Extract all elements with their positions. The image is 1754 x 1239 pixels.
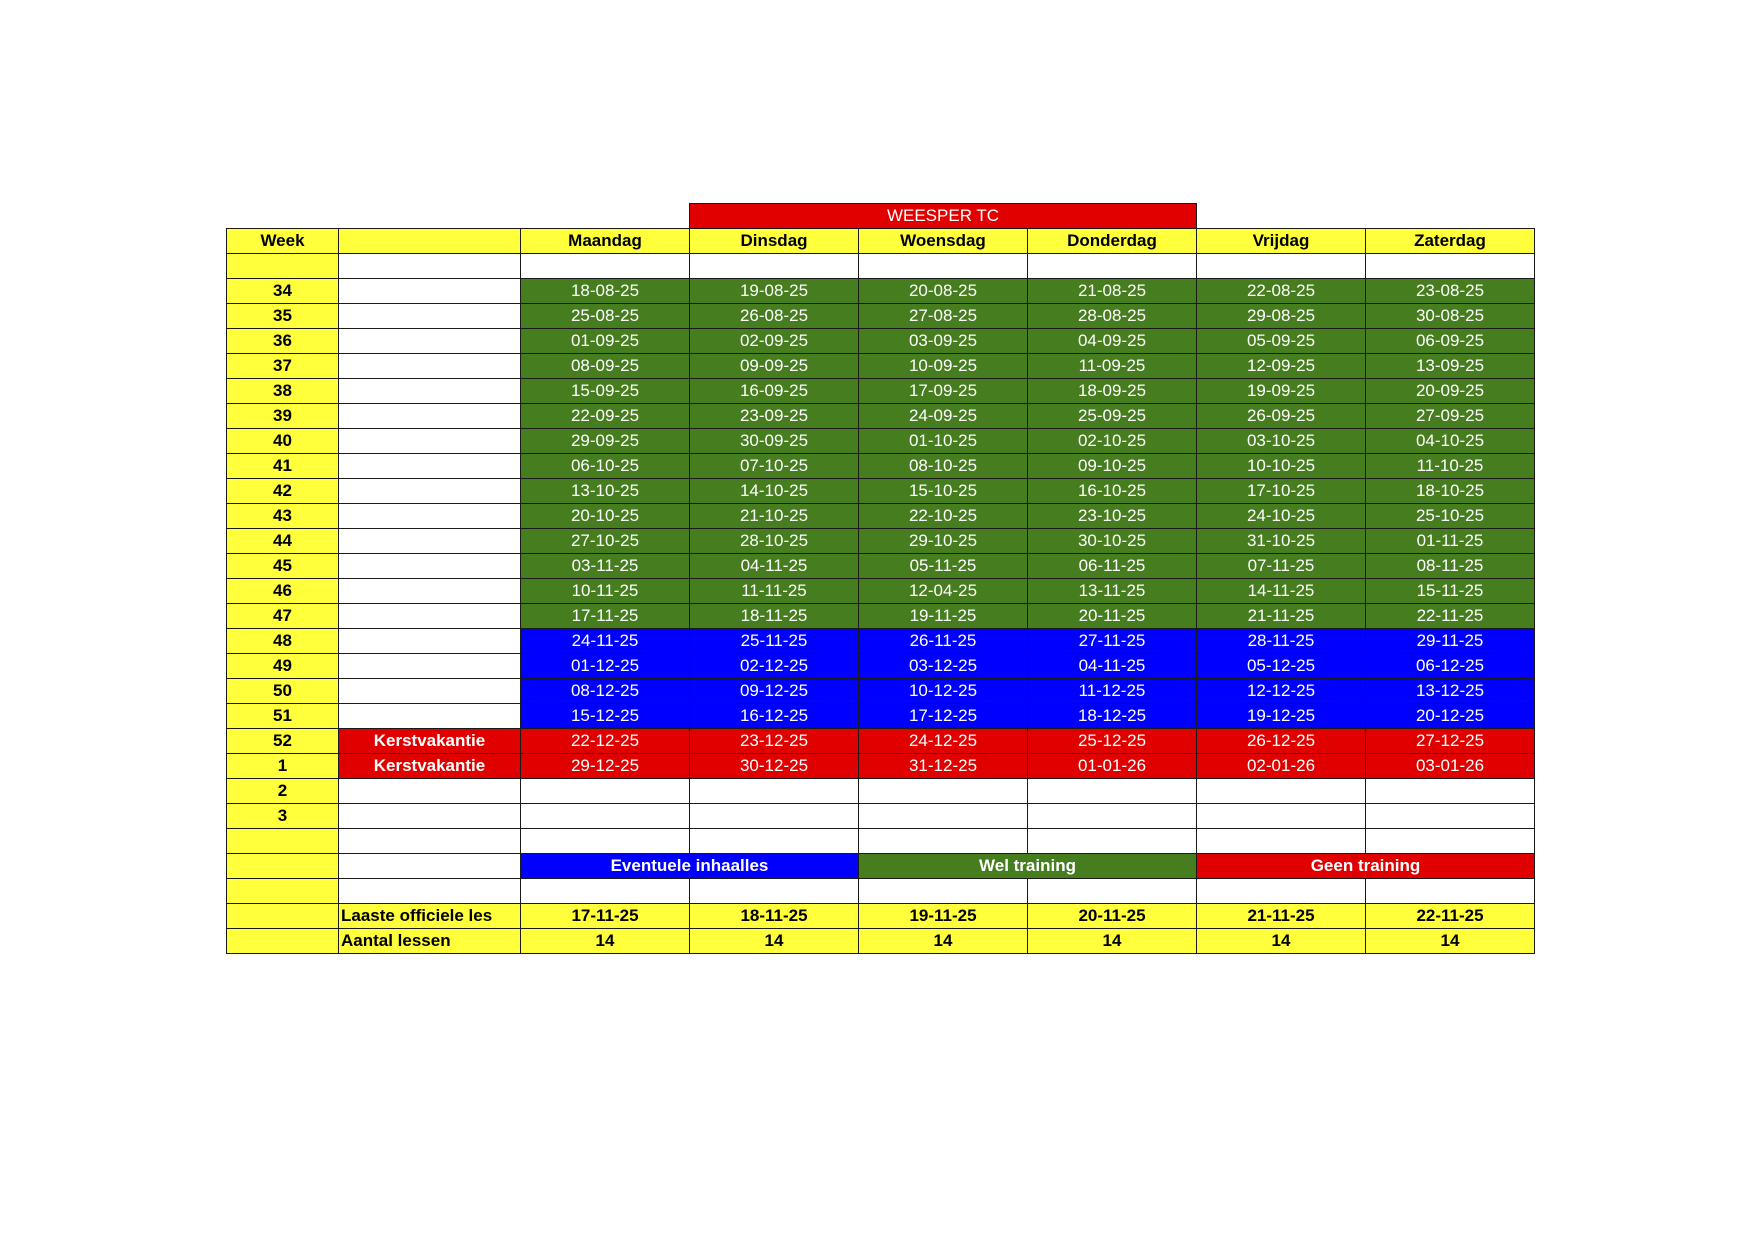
date-cell: 01-11-25 [1366,529,1535,554]
legend-makeup: Eventuele inhaalles [521,854,859,879]
week-note [339,454,521,479]
date-cell: 18-12-25 [1028,704,1197,729]
date-cell: 14-11-25 [1197,579,1366,604]
date-cell [690,254,859,279]
date-cell: 11-10-25 [1366,454,1535,479]
date-cell: 28-08-25 [1028,304,1197,329]
date-cell: 30-09-25 [690,429,859,454]
schedule-body [227,204,1535,954]
date-cell: 11-11-25 [690,579,859,604]
date-cell: 27-12-25 [1366,729,1535,754]
date-cell [1366,254,1535,279]
date-cell: 19-08-25 [690,279,859,304]
week-note [339,279,521,304]
label-cell [339,879,521,904]
date-cell [1028,779,1197,804]
week-note [339,504,521,529]
label-cell [339,829,521,854]
week-number: 45 [227,554,339,579]
date-cell: 15-09-25 [521,379,690,404]
date-cell [521,779,690,804]
date-cell [1028,254,1197,279]
week-note [339,779,521,804]
day-header-maandag: Maandag [521,229,690,254]
date-cell [521,254,690,279]
date-cell: 03-12-25 [859,654,1028,679]
date-cell [1197,779,1366,804]
date-cell: 29-10-25 [859,529,1028,554]
date-cell: 05-09-25 [1197,329,1366,354]
week-note [339,479,521,504]
week-row [227,379,1535,404]
week-number: 2 [227,779,339,804]
date-cell: 31-12-25 [859,754,1028,779]
week-row [227,604,1535,629]
date-cell: 12-04-25 [859,579,1028,604]
date-cell: 18-10-25 [1366,479,1535,504]
date-cell: 09-10-25 [1028,454,1197,479]
legend-row [227,854,1535,879]
week-row [227,679,1535,704]
spacer-row [227,254,1535,279]
last-lesson-date: 18-11-25 [690,904,859,929]
date-cell: 18-08-25 [521,279,690,304]
date-cell: 20-12-25 [1366,704,1535,729]
blank-cell [1366,204,1535,229]
date-cell: 09-09-25 [690,354,859,379]
date-cell: 26-12-25 [1197,729,1366,754]
week-number: 1 [227,754,339,779]
date-cell: 03-09-25 [859,329,1028,354]
day-header-woensdag: Woensdag [859,229,1028,254]
date-cell: 16-09-25 [690,379,859,404]
week-number: 47 [227,604,339,629]
date-cell: 23-10-25 [1028,504,1197,529]
week-note [339,629,521,654]
week-number: 3 [227,804,339,829]
week-row [227,629,1535,654]
date-cell: 06-10-25 [521,454,690,479]
date-cell: 20-09-25 [1366,379,1535,404]
date-cell: 27-09-25 [1366,404,1535,429]
date-cell: 18-11-25 [690,604,859,629]
date-cell: 03-01-26 [1366,754,1535,779]
week-number: 41 [227,454,339,479]
week-row [227,754,1535,779]
week-number: 46 [227,579,339,604]
date-cell: 11-09-25 [1028,354,1197,379]
date-cell [1366,779,1535,804]
week-row [227,304,1535,329]
date-cell: 02-01-26 [1197,754,1366,779]
date-cell: 03-10-25 [1197,429,1366,454]
date-cell: 09-12-25 [690,679,859,704]
week-note [339,654,521,679]
week-row [227,554,1535,579]
date-cell: 13-09-25 [1366,354,1535,379]
last-lesson-date: 22-11-25 [1366,904,1535,929]
date-cell: 12-09-25 [1197,354,1366,379]
week-note [339,379,521,404]
date-cell: 02-09-25 [690,329,859,354]
date-cell: 10-09-25 [859,354,1028,379]
legend-training: Wel training [859,854,1197,879]
week-cell [227,254,339,279]
date-cell: 27-10-25 [521,529,690,554]
week-number: 52 [227,729,339,754]
date-cell [859,829,1028,854]
date-cell: 10-10-25 [1197,454,1366,479]
schedule-table [226,203,1535,954]
date-cell: 04-11-25 [690,554,859,579]
date-cell: 03-11-25 [521,554,690,579]
blank-cell [1197,204,1366,229]
date-cell: 29-12-25 [521,754,690,779]
date-cell: 01-01-26 [1028,754,1197,779]
date-cell: 17-09-25 [859,379,1028,404]
date-cell: 04-10-25 [1366,429,1535,454]
week-row [227,354,1535,379]
week-note: Kerstvakantie [339,754,521,779]
date-cell: 01-10-25 [859,429,1028,454]
date-cell: 17-10-25 [1197,479,1366,504]
date-cell: 22-10-25 [859,504,1028,529]
week-number: 38 [227,379,339,404]
date-cell: 21-10-25 [690,504,859,529]
week-row [227,504,1535,529]
week-row [227,479,1535,504]
week-row [227,454,1535,479]
date-cell: 20-11-25 [1028,604,1197,629]
date-cell: 30-10-25 [1028,529,1197,554]
date-cell: 24-10-25 [1197,504,1366,529]
week-cell [227,904,339,929]
date-cell: 31-10-25 [1197,529,1366,554]
date-cell: 22-12-25 [521,729,690,754]
week-number: 42 [227,479,339,504]
week-note [339,354,521,379]
week-note [339,554,521,579]
last-lesson-date: 20-11-25 [1028,904,1197,929]
week-number: 35 [227,304,339,329]
date-cell: 10-12-25 [859,679,1028,704]
week-header: Week [227,229,339,254]
blank-cell [227,204,339,229]
date-cell: 06-12-25 [1366,654,1535,679]
week-note [339,704,521,729]
spacer-row [227,879,1535,904]
lesson-count: 14 [859,929,1028,954]
blank-cell [339,204,521,229]
date-cell: 16-10-25 [1028,479,1197,504]
date-cell [859,879,1028,904]
date-cell: 29-09-25 [521,429,690,454]
date-cell: 12-12-25 [1197,679,1366,704]
week-number: 48 [227,629,339,654]
week-row [227,404,1535,429]
date-cell [859,254,1028,279]
date-cell: 15-10-25 [859,479,1028,504]
date-cell: 26-09-25 [1197,404,1366,429]
lesson-count-row [227,929,1535,954]
date-cell: 13-10-25 [521,479,690,504]
date-cell: 01-09-25 [521,329,690,354]
week-note [339,529,521,554]
week-number: 36 [227,329,339,354]
week-row [227,329,1535,354]
label-cell [339,254,521,279]
date-cell [859,804,1028,829]
date-cell [1028,829,1197,854]
date-cell: 08-09-25 [521,354,690,379]
date-cell: 16-12-25 [690,704,859,729]
date-cell [1028,804,1197,829]
date-cell: 25-11-25 [690,629,859,654]
date-cell: 20-08-25 [859,279,1028,304]
date-cell [1197,829,1366,854]
last-lesson-date: 19-11-25 [859,904,1028,929]
date-cell: 25-09-25 [1028,404,1197,429]
week-row [227,429,1535,454]
date-cell [1197,254,1366,279]
week-row [227,529,1535,554]
date-cell: 19-09-25 [1197,379,1366,404]
week-number: 44 [227,529,339,554]
lesson-count: 14 [1028,929,1197,954]
date-cell [521,879,690,904]
date-cell: 10-11-25 [521,579,690,604]
week-row [227,704,1535,729]
date-cell: 07-10-25 [690,454,859,479]
week-row [227,729,1535,754]
date-cell [690,829,859,854]
week-cell [227,929,339,954]
date-cell [1197,804,1366,829]
date-cell: 26-11-25 [859,629,1028,654]
day-header-vrijdag: Vrijdag [1197,229,1366,254]
blank-cell [521,204,690,229]
day-header-dinsdag: Dinsdag [690,229,859,254]
last-lesson-row [227,904,1535,929]
week-number: 39 [227,404,339,429]
date-cell: 29-08-25 [1197,304,1366,329]
date-cell: 20-10-25 [521,504,690,529]
spacer-row [227,829,1535,854]
date-cell: 19-12-25 [1197,704,1366,729]
week-number: 40 [227,429,339,454]
date-cell: 24-12-25 [859,729,1028,754]
week-number: 51 [227,704,339,729]
week-note [339,579,521,604]
date-cell: 21-08-25 [1028,279,1197,304]
date-cell: 30-12-25 [690,754,859,779]
date-cell [1366,879,1535,904]
week-row [227,279,1535,304]
week-number: 37 [227,354,339,379]
date-cell [1197,879,1366,904]
date-cell: 27-11-25 [1028,629,1197,654]
date-cell: 18-09-25 [1028,379,1197,404]
week-note [339,329,521,354]
date-cell: 17-12-25 [859,704,1028,729]
week-number: 43 [227,504,339,529]
week-row [227,804,1535,829]
date-cell: 13-11-25 [1028,579,1197,604]
date-cell: 23-12-25 [690,729,859,754]
week-cell [227,854,339,879]
date-cell: 04-11-25 [1028,654,1197,679]
date-cell: 22-11-25 [1366,604,1535,629]
date-cell: 23-08-25 [1366,279,1535,304]
date-cell: 05-11-25 [859,554,1028,579]
date-cell: 05-12-25 [1197,654,1366,679]
lesson-count-label: Aantal lessen [339,929,521,954]
lesson-count: 14 [1366,929,1535,954]
label-header [339,229,521,254]
week-note: Kerstvakantie [339,729,521,754]
day-header-donderdag: Donderdag [1028,229,1197,254]
date-cell: 27-08-25 [859,304,1028,329]
date-cell: 25-12-25 [1028,729,1197,754]
week-note [339,679,521,704]
date-cell: 24-11-25 [521,629,690,654]
date-cell [1028,879,1197,904]
last-lesson-date: 17-11-25 [521,904,690,929]
label-cell [339,854,521,879]
date-cell: 21-11-25 [1197,604,1366,629]
date-cell [1366,804,1535,829]
date-cell: 15-11-25 [1366,579,1535,604]
week-number: 49 [227,654,339,679]
date-cell: 02-12-25 [690,654,859,679]
date-cell: 02-10-25 [1028,429,1197,454]
week-cell [227,829,339,854]
lesson-count: 14 [690,929,859,954]
date-cell: 26-08-25 [690,304,859,329]
date-cell: 08-10-25 [859,454,1028,479]
date-cell: 24-09-25 [859,404,1028,429]
header-row [227,229,1535,254]
week-row [227,779,1535,804]
date-cell: 29-11-25 [1366,629,1535,654]
date-cell: 14-10-25 [690,479,859,504]
date-cell: 15-12-25 [521,704,690,729]
week-number: 50 [227,679,339,704]
date-cell: 11-12-25 [1028,679,1197,704]
week-note [339,429,521,454]
date-cell: 07-11-25 [1197,554,1366,579]
date-cell: 08-11-25 [1366,554,1535,579]
lesson-count: 14 [1197,929,1366,954]
date-cell: 17-11-25 [521,604,690,629]
lesson-count: 14 [521,929,690,954]
last-lesson-label: Laaste officiele les [339,904,521,929]
title-row [227,204,1535,229]
date-cell [521,829,690,854]
week-number: 34 [227,279,339,304]
last-lesson-date: 21-11-25 [1197,904,1366,929]
week-note [339,404,521,429]
week-note [339,304,521,329]
week-note [339,804,521,829]
date-cell [859,779,1028,804]
date-cell: 13-12-25 [1366,679,1535,704]
date-cell: 25-10-25 [1366,504,1535,529]
date-cell: 01-12-25 [521,654,690,679]
date-cell [521,804,690,829]
day-header-zaterdag: Zaterdag [1366,229,1535,254]
date-cell: 22-09-25 [521,404,690,429]
week-row [227,579,1535,604]
date-cell: 06-11-25 [1028,554,1197,579]
date-cell: 23-09-25 [690,404,859,429]
date-cell: 06-09-25 [1366,329,1535,354]
week-row [227,654,1535,679]
date-cell: 28-10-25 [690,529,859,554]
date-cell: 25-08-25 [521,304,690,329]
week-note [339,604,521,629]
date-cell [690,879,859,904]
date-cell: 08-12-25 [521,679,690,704]
week-cell [227,879,339,904]
date-cell: 22-08-25 [1197,279,1366,304]
date-cell [690,779,859,804]
date-cell: 30-08-25 [1366,304,1535,329]
legend-no-training: Geen training [1197,854,1535,879]
date-cell [690,804,859,829]
date-cell: 04-09-25 [1028,329,1197,354]
date-cell [1366,829,1535,854]
date-cell: 19-11-25 [859,604,1028,629]
club-title: WEESPER TC [690,204,1197,229]
date-cell: 28-11-25 [1197,629,1366,654]
